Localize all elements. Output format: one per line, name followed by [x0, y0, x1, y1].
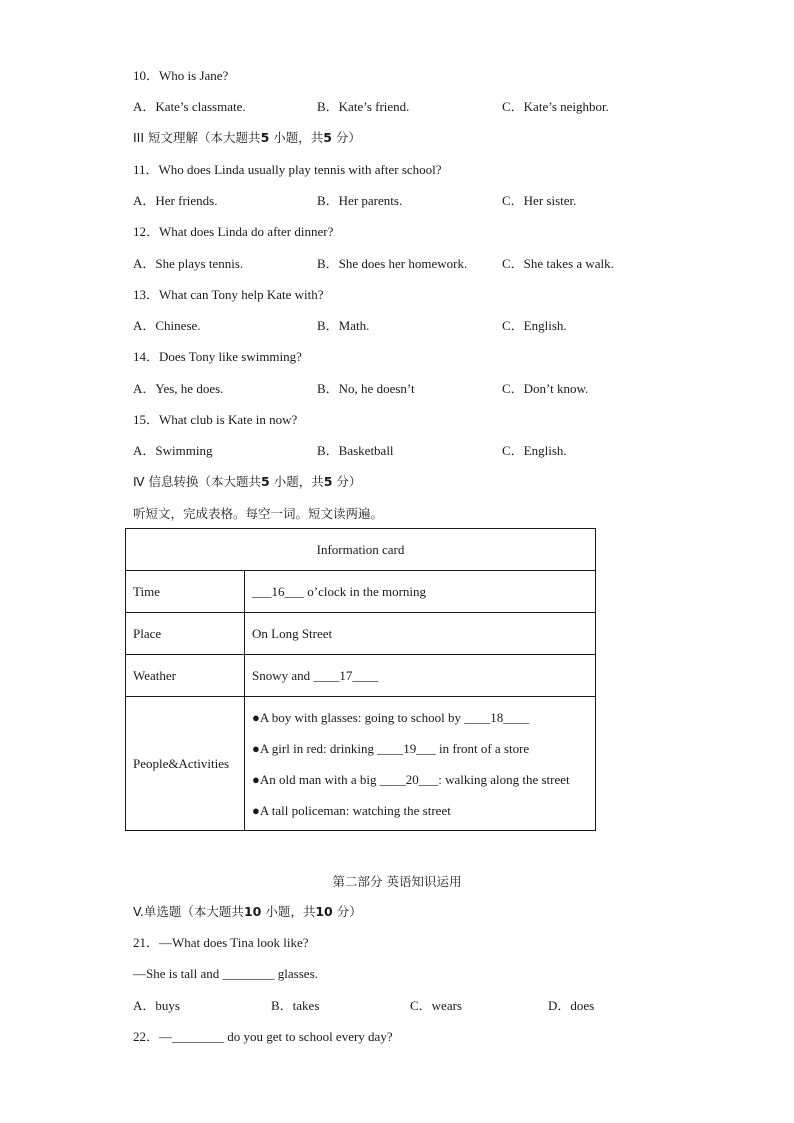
- row-label-weather: Weather: [126, 655, 245, 697]
- row-value-place: On Long Street: [245, 613, 596, 655]
- q11-option-c: C．Her sister.: [502, 193, 577, 208]
- table-row: [126, 655, 596, 697]
- information-card-table: [125, 528, 596, 831]
- question-11: 11．Who does Linda usually play tennis with after school?: [133, 162, 442, 177]
- q15-option-b: B．Basketball: [317, 443, 394, 458]
- row-value-time: ___16___ o’clock in the morning: [245, 571, 596, 613]
- part-2-title: 第二部分 英语知识运用: [332, 874, 462, 889]
- q21-option-b: B．takes: [271, 998, 320, 1013]
- row-label-time: Time: [126, 571, 245, 613]
- list-item: ●A tall policeman: watching the street: [252, 802, 451, 818]
- q14-option-a: A．Yes, he does.: [133, 381, 224, 396]
- q11-option-b: B．Her parents.: [317, 193, 403, 208]
- list-item: ●A boy with glasses: going to school by ____18____: [252, 709, 530, 725]
- q15-option-c: C．English.: [502, 443, 567, 458]
- question-21-line-2: —She is tall and ________ glasses.: [133, 966, 318, 981]
- question-21: 21．—What does Tina look like?: [133, 935, 309, 950]
- q13-option-c: C．English.: [502, 318, 567, 333]
- q12-option-c: C．She takes a walk.: [502, 256, 614, 271]
- q15-option-a: A．Swimming: [133, 443, 213, 458]
- question-12: 12．What does Linda do after dinner?: [133, 224, 334, 239]
- blank-16[interactable]: ___16___: [252, 583, 304, 599]
- question-10: 10．Who is Jane?: [133, 68, 229, 83]
- q11-option-a: A．Her friends.: [133, 193, 218, 208]
- q14-option-b: B．No, he doesn’t: [317, 381, 415, 396]
- q12-option-a: A．She plays tennis.: [133, 256, 244, 271]
- row-value-weather: Snowy and ____17____: [245, 655, 596, 697]
- q21-option-d: D．does: [548, 998, 595, 1013]
- q10-option-c: C．Kate’s neighbor.: [502, 99, 609, 114]
- q21-option-c: C．wears: [410, 998, 462, 1013]
- blank-20[interactable]: ____20___: [379, 771, 439, 787]
- question-22: 22．—________ do you get to school every day?: [133, 1029, 393, 1044]
- blank-19[interactable]: ____19___: [377, 740, 436, 756]
- q21-option-a: A．buys: [133, 998, 180, 1013]
- section-3-heading: ⅠⅠⅠ 短文理解（本大题共5 小题，共5 分）: [133, 130, 361, 145]
- q12-option-b: B．She does her homework.: [317, 256, 468, 271]
- q10-option-a: A．Kate’s classmate.: [133, 99, 246, 114]
- table-row: [126, 613, 596, 655]
- blank-18[interactable]: ____18____: [464, 709, 530, 725]
- blank-17[interactable]: ____17____: [313, 667, 379, 683]
- q10-option-b: B．Kate’s friend.: [317, 99, 410, 114]
- q13-option-a: A．Chinese.: [133, 318, 201, 333]
- question-15: 15．What club is Kate in now?: [133, 412, 298, 427]
- q13-option-b: B．Math.: [317, 318, 370, 333]
- row-value-people-activities: [245, 697, 596, 831]
- table-row: [126, 697, 596, 831]
- section-5-heading: V.单选题（本大题共10 小题，共10 分）: [133, 904, 362, 919]
- question-13: 13．What can Tony help Kate with?: [133, 287, 324, 302]
- list-item: ●A girl in red: drinking ____19___ in front of a store: [252, 740, 530, 756]
- section-4-instruction: 听短文，完成表格。每空一词。短文读两遍。: [133, 506, 384, 521]
- table-row: [126, 571, 596, 613]
- section-4-heading: Ⅳ 信息转换（本大题共5 小题，共5 分）: [133, 474, 362, 489]
- q14-option-c: C．Don’t know.: [502, 381, 589, 396]
- question-14: 14．Does Tony like swimming?: [133, 349, 302, 364]
- list-item: ●An old man with a big ____20___: walking along the street: [252, 771, 570, 787]
- information-card-header: Information card: [126, 529, 596, 571]
- row-label-place: Place: [126, 613, 245, 655]
- row-label-people-activities: People&Activities: [126, 697, 245, 831]
